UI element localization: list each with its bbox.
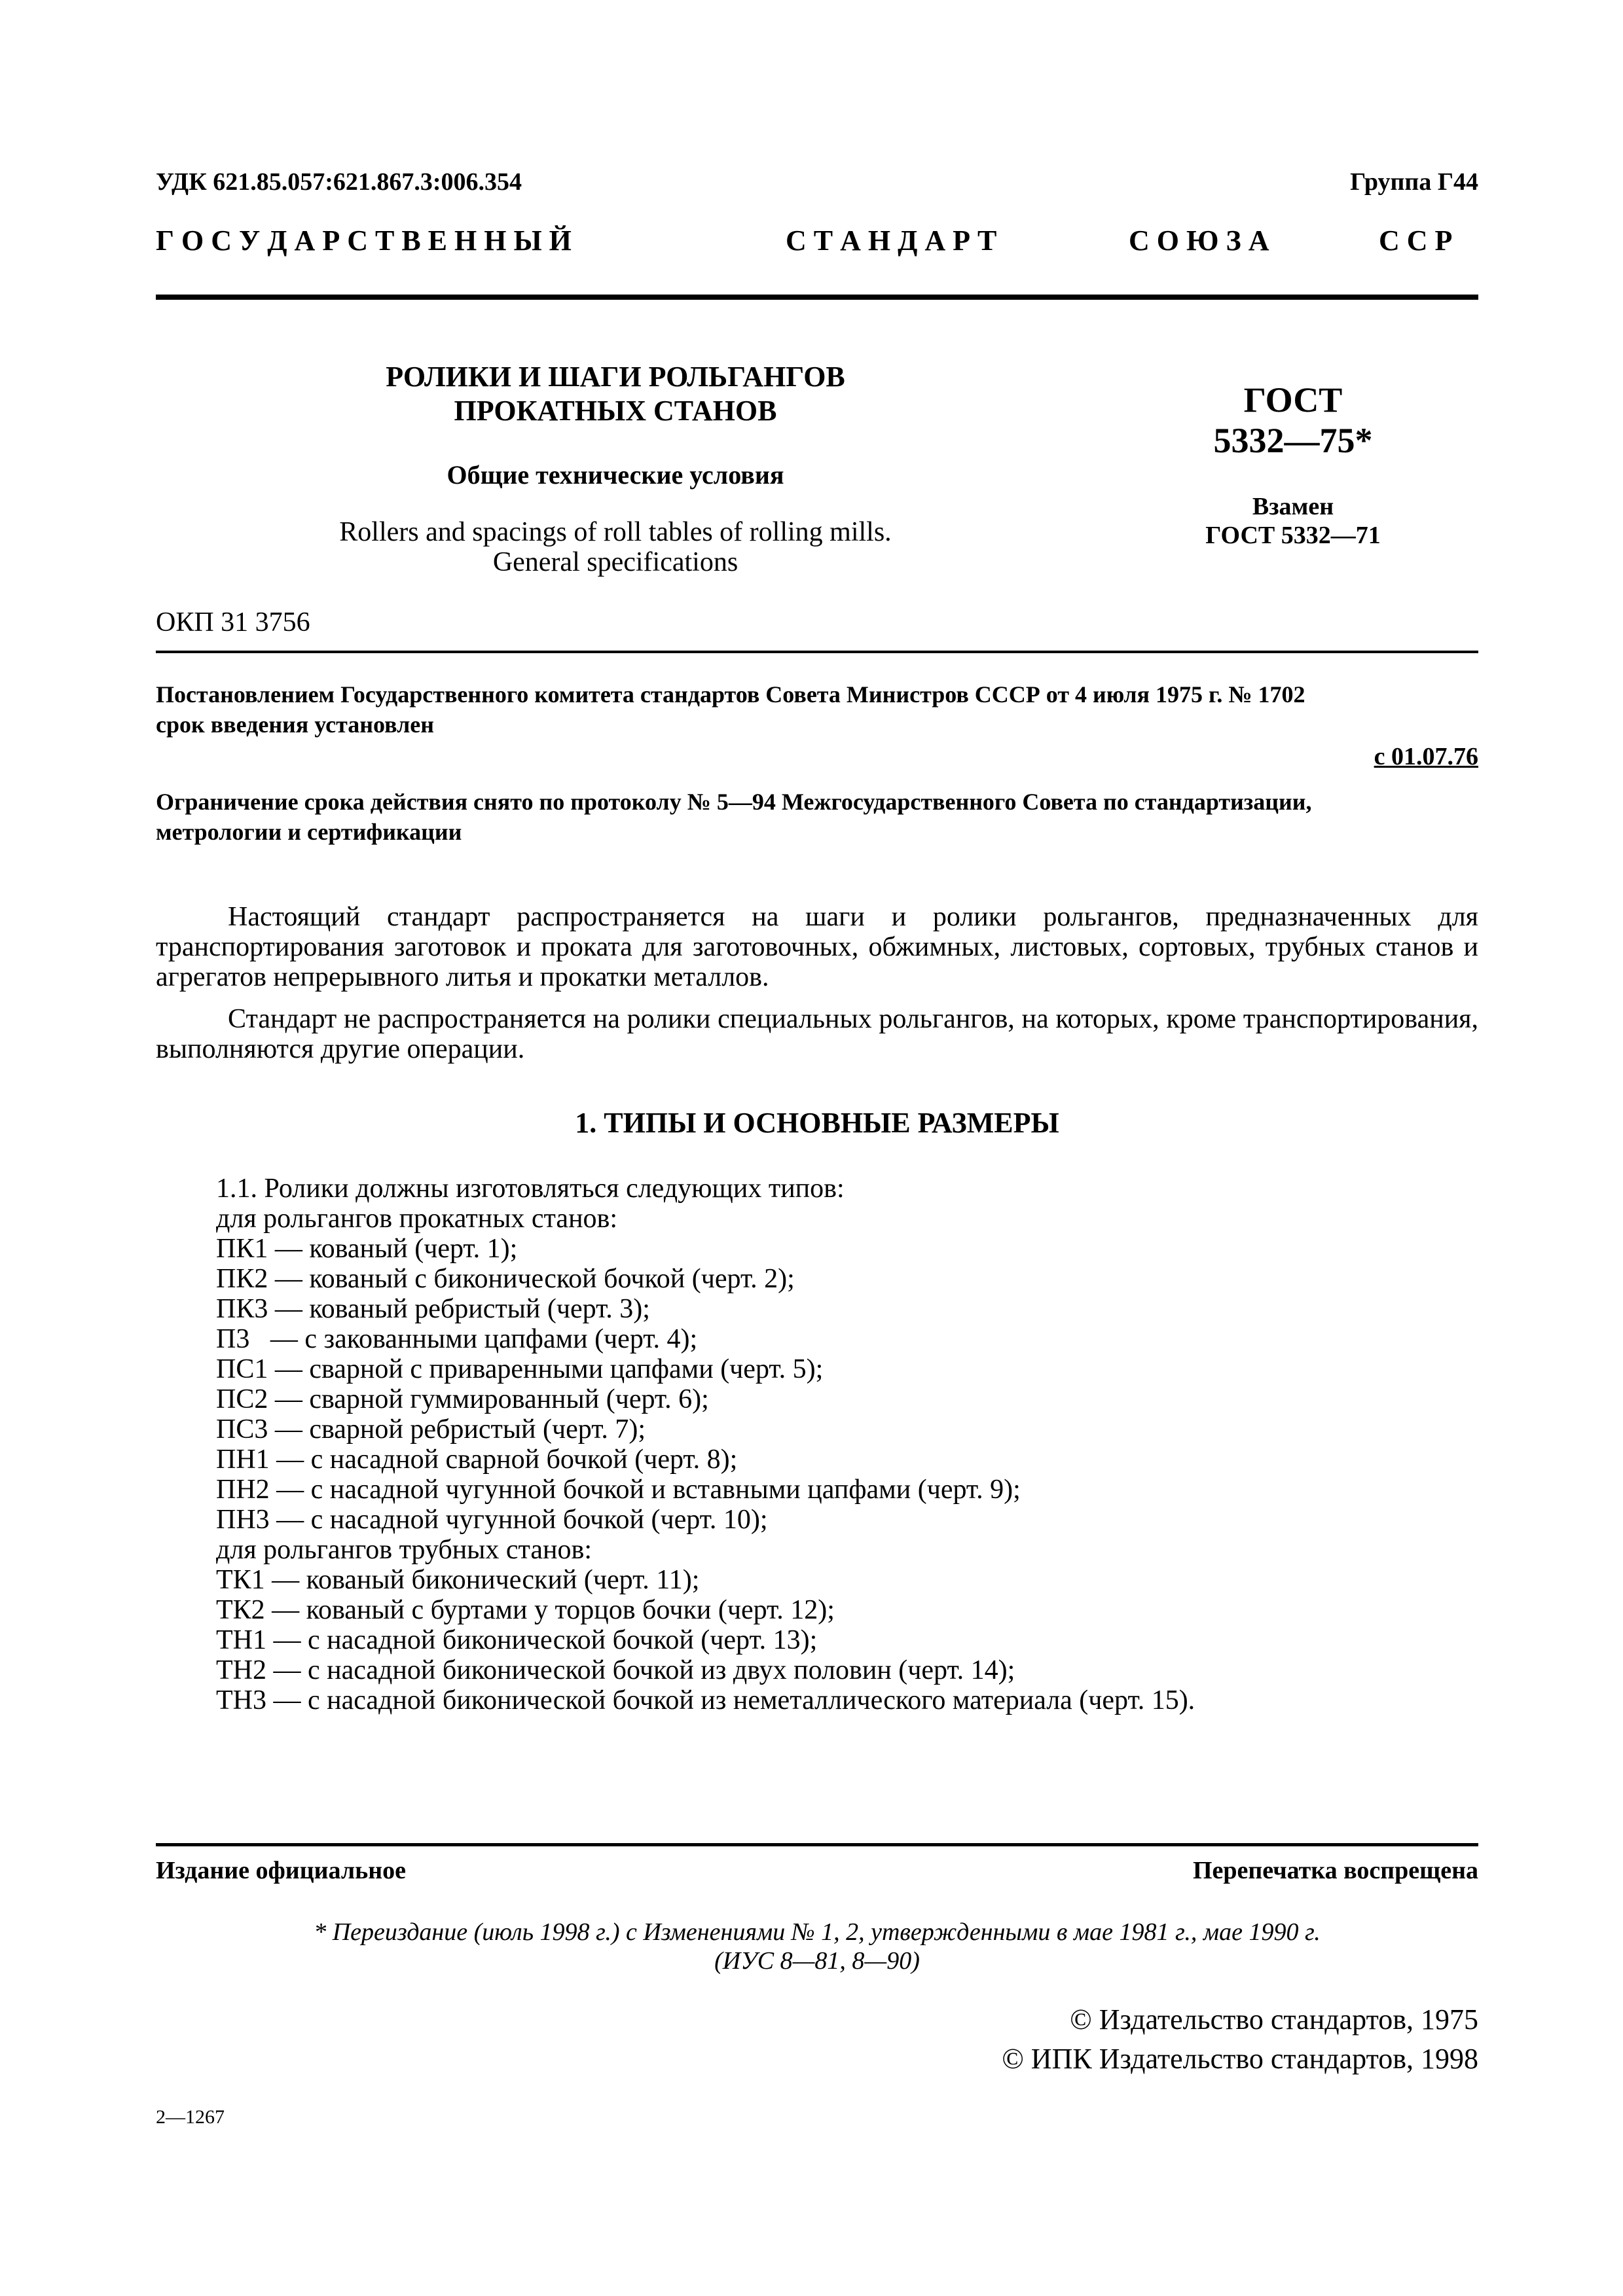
list-line: ПК3 — кованый ребристый (черт. 3);	[216, 1294, 650, 1324]
official-edition: Издание официальное	[156, 1857, 407, 1884]
decree-line-1: Постановлением Государственного комитета стандартов Совета Министров СССР от 4 июля 1975 г. № 1702	[156, 681, 1305, 708]
decree-line-2: срок введения установлен	[156, 711, 435, 738]
list-line: ПС2 — сварной гуммированный (черт. 6);	[216, 1384, 709, 1414]
title-line-1: РОЛИКИ И ШАГИ РОЛЬГАНГОВ	[386, 361, 845, 393]
reprint-prohibited: Перепечатка воспрещена	[1192, 1857, 1478, 1884]
list-line: ПК2 — кованый с биконической бочкой (черт. 2);	[216, 1264, 795, 1294]
gost-label: ГОСТ	[1243, 380, 1343, 420]
okp-code: ОКП 31 3756	[156, 607, 310, 637]
list-line: ТН2 — с насадной биконической бочкой из двух половин (черт. 14);	[216, 1655, 1015, 1685]
list-line: ТК2 — кованый с буртами у торцов бочки (черт. 12);	[216, 1595, 835, 1625]
page-code: 2—1267	[156, 2106, 225, 2128]
copyright-1998: © ИПК Издательство стандартов, 1998	[1002, 2043, 1478, 2075]
footer-rule	[156, 1843, 1478, 1846]
intro-paragraph-1: Настоящий стандарт распространяется на шаги и ролики рольгангов, предназначенных для транспортирования заготовок и проката для заготовочных, обжимных, листовых, сортовых, трубных станов и агрегатов непрерывного литья и прокатки металлов.	[156, 902, 1478, 992]
english-title-line-2: General specifications	[492, 547, 739, 577]
reissue-note-line-1: * Переиздание (июль 1998 г.) с Изменениями № 1, 2, утвержденными в мае 1981 г., мае 1990 г.	[314, 1918, 1321, 1946]
banner-word-3: С О Ю З А	[1129, 224, 1269, 257]
replaces-label: Взамен	[1252, 493, 1334, 520]
section-heading: 1. ТИПЫ И ОСНОВНЫЕ РАЗМЕРЫ	[575, 1107, 1059, 1139]
copyright-1975: © Издательство стандартов, 1975	[1070, 2003, 1478, 2036]
list-line: для рольгангов прокатных станов:	[216, 1204, 618, 1234]
list-line: 1.1. Ролики должны изготовляться следующих типов:	[216, 1174, 845, 1204]
list-line: ПС3 — сварной ребристый (черт. 7);	[216, 1414, 646, 1444]
list-line: ПН1 — с насадной сварной бочкой (черт. 8);	[216, 1444, 738, 1475]
list-line: для рольгангов трубных станов:	[216, 1535, 593, 1565]
reissue-note-line-2: (ИУС 8—81, 8—90)	[714, 1947, 920, 1975]
subtitle: Общие технические условия	[447, 460, 784, 490]
title-block-rule	[156, 651, 1478, 653]
list-line: ПН2 — с насадной чугунной бочкой и вставными цапфами (черт. 9);	[216, 1475, 1021, 1505]
banner-word-1: Г О С У Д А Р С Т В Е Н Н Ы Й	[156, 224, 572, 257]
title-line-2: ПРОКАТНЫХ СТАНОВ	[454, 395, 777, 427]
replaces-value: ГОСТ 5332—71	[1205, 522, 1381, 549]
english-title-line-1: Rollers and spacings of roll tables of rolling mills.	[339, 517, 892, 547]
intro-paragraph-2: Стандарт не распространяется на ролики специальных рольгангов, на которых, кроме транспортирования, выполняются другие операции.	[156, 1004, 1478, 1064]
effective-date: с 01.07.76	[1374, 743, 1478, 770]
restriction-line-1: Ограничение срока действия снято по протоколу № 5—94 Межгосударственного Совета по стандартизации,	[156, 789, 1312, 815]
list-line: ПН3 — с насадной чугунной бочкой (черт. 10);	[216, 1505, 768, 1535]
list-line: ПС1 — сварной с приваренными цапфами (черт. 5);	[216, 1354, 824, 1384]
list-line: П3 — с закованными цапфами (черт. 4);	[216, 1324, 698, 1354]
list-line: ТК1 — кованый биконический (черт. 11);	[216, 1565, 700, 1595]
list-line: ТН3 — с насадной биконической бочкой из неметаллического материала (черт. 15).	[216, 1685, 1195, 1715]
banner-word-2: С Т А Н Д А Р Т	[786, 224, 997, 257]
list-line: ТН1 — с насадной биконической бочкой (черт. 13);	[216, 1625, 818, 1655]
udk-code: УДК 621.85.057:621.867.3:006.354	[156, 168, 522, 196]
banner-word-4: С С Р	[1379, 224, 1453, 257]
gost-number: 5332—75*	[1213, 421, 1373, 460]
group-code: Группа Г44	[1350, 168, 1478, 196]
list-line: ПК1 — кованый (черт. 1);	[216, 1234, 518, 1264]
header-rule	[156, 295, 1478, 300]
restriction-line-2: метрологии и сертификации	[156, 819, 462, 845]
